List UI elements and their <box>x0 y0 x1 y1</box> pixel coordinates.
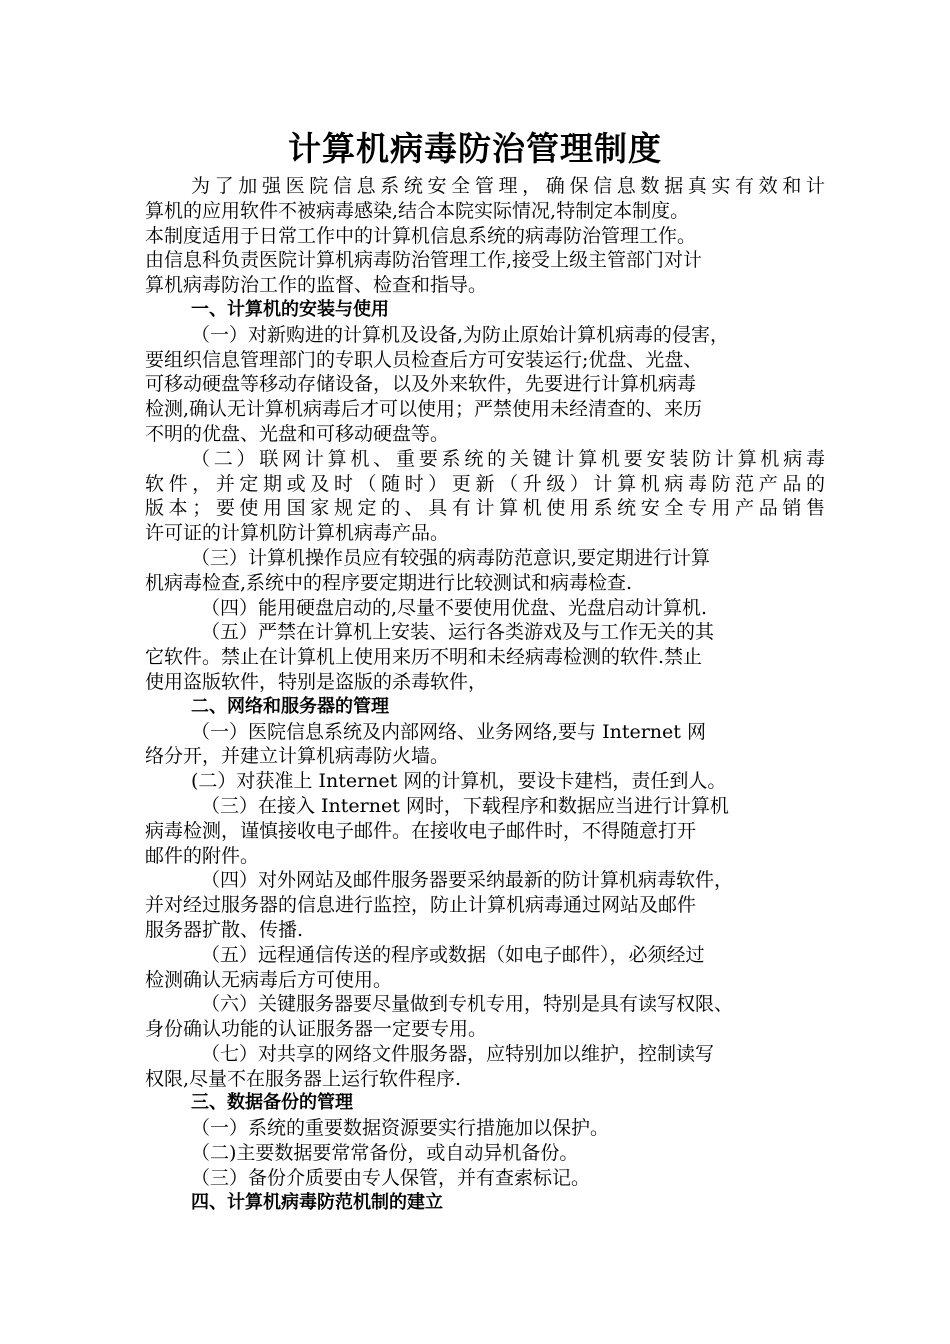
paragraph-line: （四）对外网站及邮件服务器要采纳最新的防计算机病毒软件， <box>201 869 734 892</box>
section-heading: 三、数据备份的管理 <box>191 1092 353 1114</box>
paragraph-line: （三）在接入 Internet 网时，下载程序和数据应当进行计算机 <box>201 794 729 817</box>
paragraph-line: 机病毒检查,系统中的程序要定期进行比较测试和病毒检查. <box>145 571 633 594</box>
paragraph-line: 为了加强医院信息系统安全管理，确保信息数据真实有效和计 <box>191 175 825 197</box>
section-heading: 二、网络和服务器的管理 <box>191 695 389 717</box>
paragraph-line: 算机的应用软件不被病毒感染,结合本院实际情况,特制定本制度。 <box>145 199 690 222</box>
paragraph-line: （一）系统的重要数据资源要实行措施加以保护。 <box>191 1117 610 1140</box>
paragraph-line: 使用盗版软件，特别是盗版的杀毒软件， <box>145 670 488 693</box>
paragraph-line: 可移动硬盘等移动存储设备，以及外来软件，先要进行计算机病毒 <box>145 373 697 396</box>
paragraph-line: 服务器扩散、传播. <box>145 918 304 941</box>
paragraph-line: （六）关键服务器要尽量做到专机专用，特别是具有读写权限、 <box>201 993 734 1016</box>
paragraph-line: 它软件。禁止在计算机上使用来历不明和未经病毒检测的软件.禁止 <box>145 646 703 669</box>
paragraph-line: 权限,尽量不在服务器上运行软件程序. <box>145 1067 462 1090</box>
paragraph-line: （三）备份介质要由专人保管，并有查索标记。 <box>191 1166 591 1189</box>
document-body <box>145 174 825 1215</box>
paragraph-line: 版本；要使用国家规定的、具有计算机使用系统安全专用产品销售 <box>145 497 825 520</box>
paragraph-line: 由信息科负责医院计算机病毒防治管理工作,接受上级主管部门对计 <box>145 249 703 272</box>
paragraph-line: 许可证的计算机防计算机病毒产品。 <box>145 522 450 545</box>
paragraph-line: 病毒检测，谨慎接收电子邮件。在接收电子邮件时，不得随意打开 <box>145 819 697 842</box>
paragraph-line: 本制度适用于日常工作中的计算机信息系统的病毒防治管理工作。 <box>145 224 697 247</box>
section-heading: 一、计算机的安装与使用 <box>191 298 389 320</box>
paragraph-line: 络分开，并建立计算机病毒防火墙。 <box>145 745 450 768</box>
paragraph-line: (二）对获准上 Internet 网的计算机，要设卡建档，责任到人。 <box>191 770 727 793</box>
paragraph-line: 软件，并定期或及时（随时）更新（升级）计算机病毒防范产品的 <box>145 472 825 495</box>
document-title: 计算机病毒防治管理制度 <box>288 129 662 168</box>
paragraph-line: （五）严禁在计算机上安装、运行各类游戏及与工作无关的其 <box>201 621 715 644</box>
paragraph-line: 邮件的附件。 <box>145 844 260 867</box>
paragraph-line: （五）远程通信传送的程序或数据（如电子邮件），必须经过 <box>201 943 705 966</box>
section-heading: 四、计算机病毒防范机制的建立 <box>191 1191 443 1213</box>
paragraph-line: 检测确认无病毒后方可使用。 <box>145 968 393 991</box>
paragraph-line: 算机病毒防治工作的监督、检查和指导。 <box>145 274 488 297</box>
paragraph-line: （一）医院信息系统及内部网络、业务网络,要与 Internet 网 <box>191 720 706 743</box>
paragraph-line: （二)主要数据要常常备份，或自动异机备份。 <box>191 1142 579 1165</box>
paragraph-line: （七）对共享的网络文件服务器，应特别加以维护，控制读写 <box>201 1042 715 1065</box>
paragraph-line: （二）联网计算机、重要系统的关键计算机要安装防计算机病毒 <box>191 447 825 470</box>
paragraph-line: （四）能用硬盘启动的,尽量不要使用优盘、光盘启动计算机. <box>201 596 708 619</box>
paragraph-line: 不明的优盘、光盘和可移动硬盘等。 <box>145 422 450 445</box>
paragraph-line: 要组织信息管理部门的专职人员检查后方可安装运行;优盘、光盘、 <box>145 348 703 371</box>
paragraph-line: （三）计算机操作员应有较强的病毒防范意识,要定期进行计算 <box>191 546 711 569</box>
paragraph-line: 身份确认功能的认证服务器一定要专用。 <box>145 1018 488 1041</box>
paragraph-line: 并对经过服务器的信息进行监控，防止计算机病毒通过网站及邮件 <box>145 894 697 917</box>
paragraph-line: 检测,确认无计算机病毒后才可以使用；严禁使用未经清查的、来历 <box>145 398 703 421</box>
paragraph-line: （一）对新购进的计算机及设备,为防止原始计算机病毒的侵害， <box>191 323 730 346</box>
